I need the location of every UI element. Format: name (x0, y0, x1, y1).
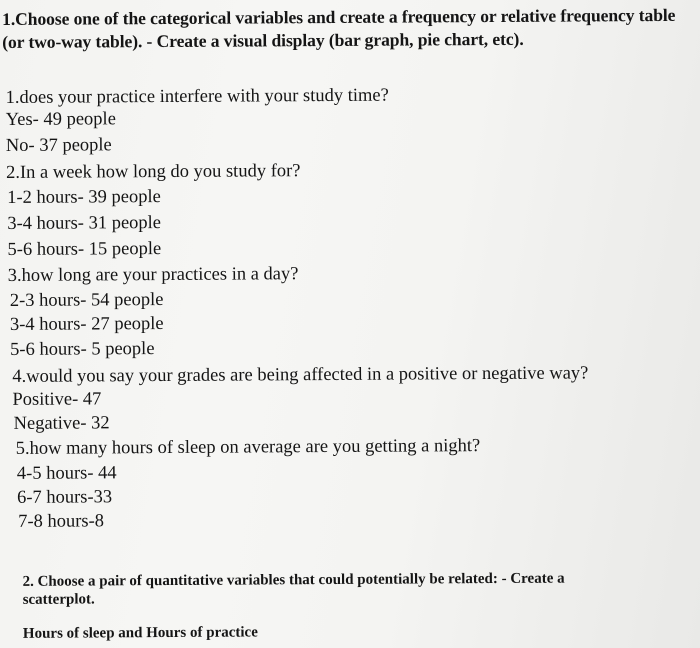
survey-answer: 3-4 hours- 27 people (9, 314, 164, 335)
survey-answer: 7-8 hours-8 (18, 511, 105, 532)
part2-answer: Hours of sleep and Hours of practice (22, 624, 258, 642)
part1-heading: 1.Choose one of the categorical variables and create a frequency or relative frequency table (or two-way table). - Create a visual display (bar graph, pie chart, etc). (2, 4, 676, 52)
survey-answer: Negative- 32 (13, 413, 110, 434)
survey-question-1: 1.does your practice interfere with your study time? (5, 85, 389, 108)
survey-question-5: 5.how many hours of sleep on average are you getting a night? (15, 436, 481, 459)
survey-answer: No- 37 people (5, 135, 112, 156)
survey-answer: 3-4 hours- 31 people (7, 213, 162, 234)
survey-answer: 2-3 hours- 54 people (9, 290, 164, 311)
survey-answer: 6-7 hours-33 (16, 487, 113, 508)
survey-answer: 4-5 hours- 44 (16, 463, 117, 484)
survey-answer: Yes- 49 people (5, 109, 116, 130)
survey-question-4: 4.would you say your grades are being affected in a positive or negative way? (12, 363, 589, 387)
survey-answer: 5-6 hours- 15 people (7, 239, 162, 260)
survey-answer: 5-6 hours- 5 people (10, 339, 155, 360)
part2-heading-line1: 2. Choose a pair of quantitative variables that could potentially be related: - Create a (22, 570, 565, 590)
survey-question-3: 3.how long are your practices in a day? (7, 264, 299, 286)
survey-answer: Positive- 47 (12, 389, 102, 410)
part2-heading-line2: scatterplot. (22, 591, 95, 608)
survey-question-2: 2.In a week how long do you study for? (5, 161, 301, 183)
survey-answer: 1-2 hours- 39 people (7, 187, 161, 208)
